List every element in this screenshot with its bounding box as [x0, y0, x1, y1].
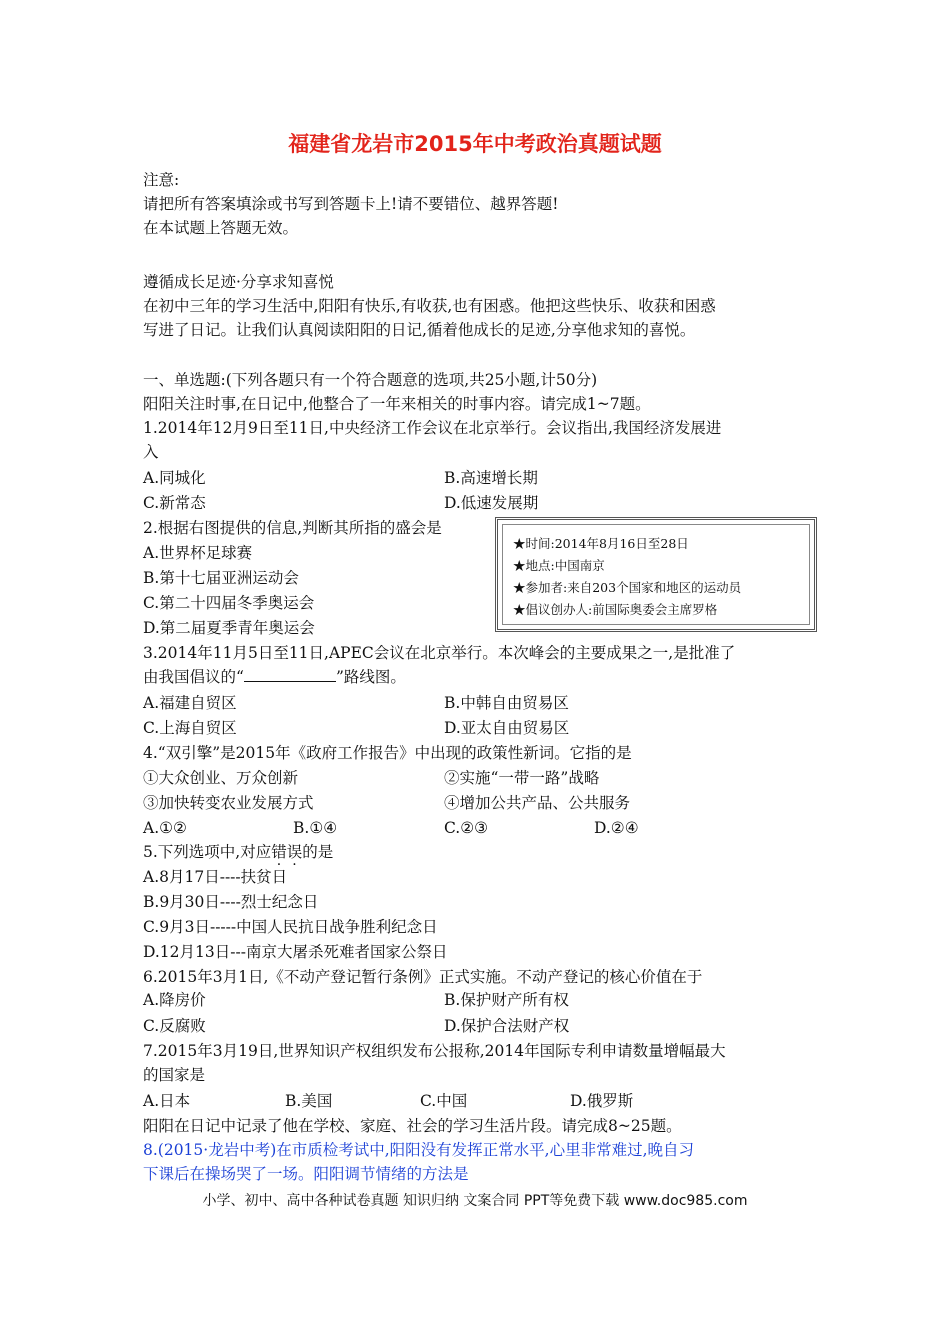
statement-3: ③加快转变农业发展方式	[143, 794, 314, 812]
statement-4: ④增加公共产品、公共服务	[444, 794, 631, 812]
info-row: ★参加者:来自203个国家和地区的运动员	[513, 580, 742, 595]
notice-line: 在本试题上答题无效。	[143, 219, 299, 237]
question-stem: 6.2015年3月1日,《不动产登记暂行条例》正式实施。不动产登记的核心价值在于	[143, 968, 703, 986]
section-heading: 一、单选题:(下列各题只有一个符合题意的选项,共25小题,计50分)	[143, 371, 598, 389]
question-stem: 入	[143, 443, 159, 461]
option-b: B.9月30日----烈士纪念日	[143, 893, 319, 911]
option-a: A.①②	[143, 819, 187, 837]
option-d: D.第二届夏季青年奥运会	[143, 619, 315, 637]
option-d: D.保护合法财产权	[444, 1017, 570, 1035]
intro-heading: 遵循成长足迹·分享求知喜悦	[143, 273, 334, 291]
notice-line: 请把所有答案填涂或书写到答题卡上!请不要错位、越界答题!	[143, 195, 559, 213]
option-a: A.世界杯足球赛	[143, 544, 253, 562]
answer-blank	[244, 667, 336, 682]
document-title: 福建省龙岩市2015年中考政治真题试题	[288, 132, 662, 156]
question-stem: 的国家是	[143, 1066, 206, 1084]
option-b: B.中韩自由贸易区	[444, 694, 569, 712]
question-stem: 7.2015年3月19日,世界知识产权组织发布公报称,2014年国际专利申请数量增幅最大	[143, 1042, 726, 1060]
option-b: B.高速增长期	[444, 469, 538, 487]
option-c: C.②③	[444, 819, 489, 837]
notice-heading: 注意:	[143, 171, 180, 189]
option-a: A.日本	[143, 1092, 191, 1110]
info-row: ★倡议创办人:前国际奥委会主席罗格	[513, 602, 718, 617]
option-d: D.12月13日---南京大屠杀死难者国家公祭日	[143, 943, 448, 961]
section-instruction: 阳阳在日记中记录了他在学校、家庭、社会的学习生活片段。请完成8~25题。	[143, 1117, 682, 1135]
emphasized-char: 误	[286, 843, 303, 861]
question-stem: 8.(2015·龙岩中考)在市质检考试中,阳阳没有发挥正常水平,心里非常难过,晚自习	[143, 1141, 695, 1159]
stem-text: 5.下列选项中,对应	[143, 843, 272, 861]
question-stem: 1.2014年12月9日至11日,中央经济工作会议在北京举行。会议指出,我国经济发展进	[143, 419, 722, 437]
event-info-box-inner	[502, 524, 810, 625]
emphasized-char: 错	[271, 843, 287, 861]
option-a: A.降房价	[143, 991, 206, 1009]
option-d: D.俄罗斯	[570, 1092, 634, 1110]
stem-text: ”路线图。	[335, 668, 406, 686]
option-c: C.新常态	[143, 494, 206, 512]
option-b: B.第十七届亚洲运动会	[143, 569, 299, 587]
section-instruction: 阳阳关注时事,在日记中,他整合了一年来相关的时事内容。请完成1~7题。	[143, 395, 651, 413]
option-b: B.保护财产所有权	[444, 991, 569, 1009]
option-d: D.低速发展期	[444, 494, 539, 512]
option-c: C.上海自贸区	[143, 719, 237, 737]
question-stem-blank-line	[143, 667, 406, 687]
statement-1: ①大众创业、万众创新	[143, 769, 299, 787]
intro-line: 在初中三年的学习生活中,阳阳有快乐,有收获,也有困惑。他把这些快乐、收获和困惑	[143, 297, 716, 315]
option-a: A.同城化	[143, 469, 206, 487]
intro-line: 写进了日记。让我们认真阅读阳阳的日记,循着他成长的足迹,分享他求知的喜悦。	[143, 321, 696, 339]
option-d: D.②④	[594, 819, 639, 837]
option-d: D.亚太自由贸易区	[444, 719, 570, 737]
statement-2: ②实施“一带一路”战略	[444, 769, 600, 787]
question-stem: 2.根据右图提供的信息,判断其所指的盛会是	[143, 519, 442, 537]
info-row: ★时间:2014年8月16日至28日	[513, 536, 689, 551]
info-row: ★地点:中国南京	[513, 558, 605, 573]
question-stem: 4.“双引擎”是2015年《政府工作报告》中出现的政策性新词。它指的是	[143, 744, 632, 762]
option-a: A.福建自贸区	[143, 694, 237, 712]
option-c: C.反腐败	[143, 1017, 206, 1035]
question-stem	[143, 842, 333, 862]
stem-text: 的是	[302, 843, 334, 861]
question-stem: 下课后在操场哭了一场。阳阳调节情绪的方法是	[143, 1165, 469, 1183]
option-c: C.9月3日-----中国人民抗日战争胜利纪念日	[143, 918, 438, 936]
page-footer: 小学、初中、高中各种试卷真题 知识归纳 文案合同 PPT等免费下载 www.doc985.com	[202, 1193, 748, 1209]
option-b: B.①④	[293, 819, 338, 837]
option-c: C.中国	[420, 1092, 468, 1110]
question-stem: 3.2014年11月5日至11日,APEC会议在北京举行。本次峰会的主要成果之一,是批准了	[143, 644, 736, 662]
option-c: C.第二十四届冬季奥运会	[143, 594, 315, 612]
event-info-box	[495, 517, 817, 632]
stem-text: 由我国倡议的“	[143, 668, 244, 686]
option-b: B.美国	[285, 1092, 333, 1110]
option-a: A.8月17日----扶贫日	[143, 868, 288, 886]
